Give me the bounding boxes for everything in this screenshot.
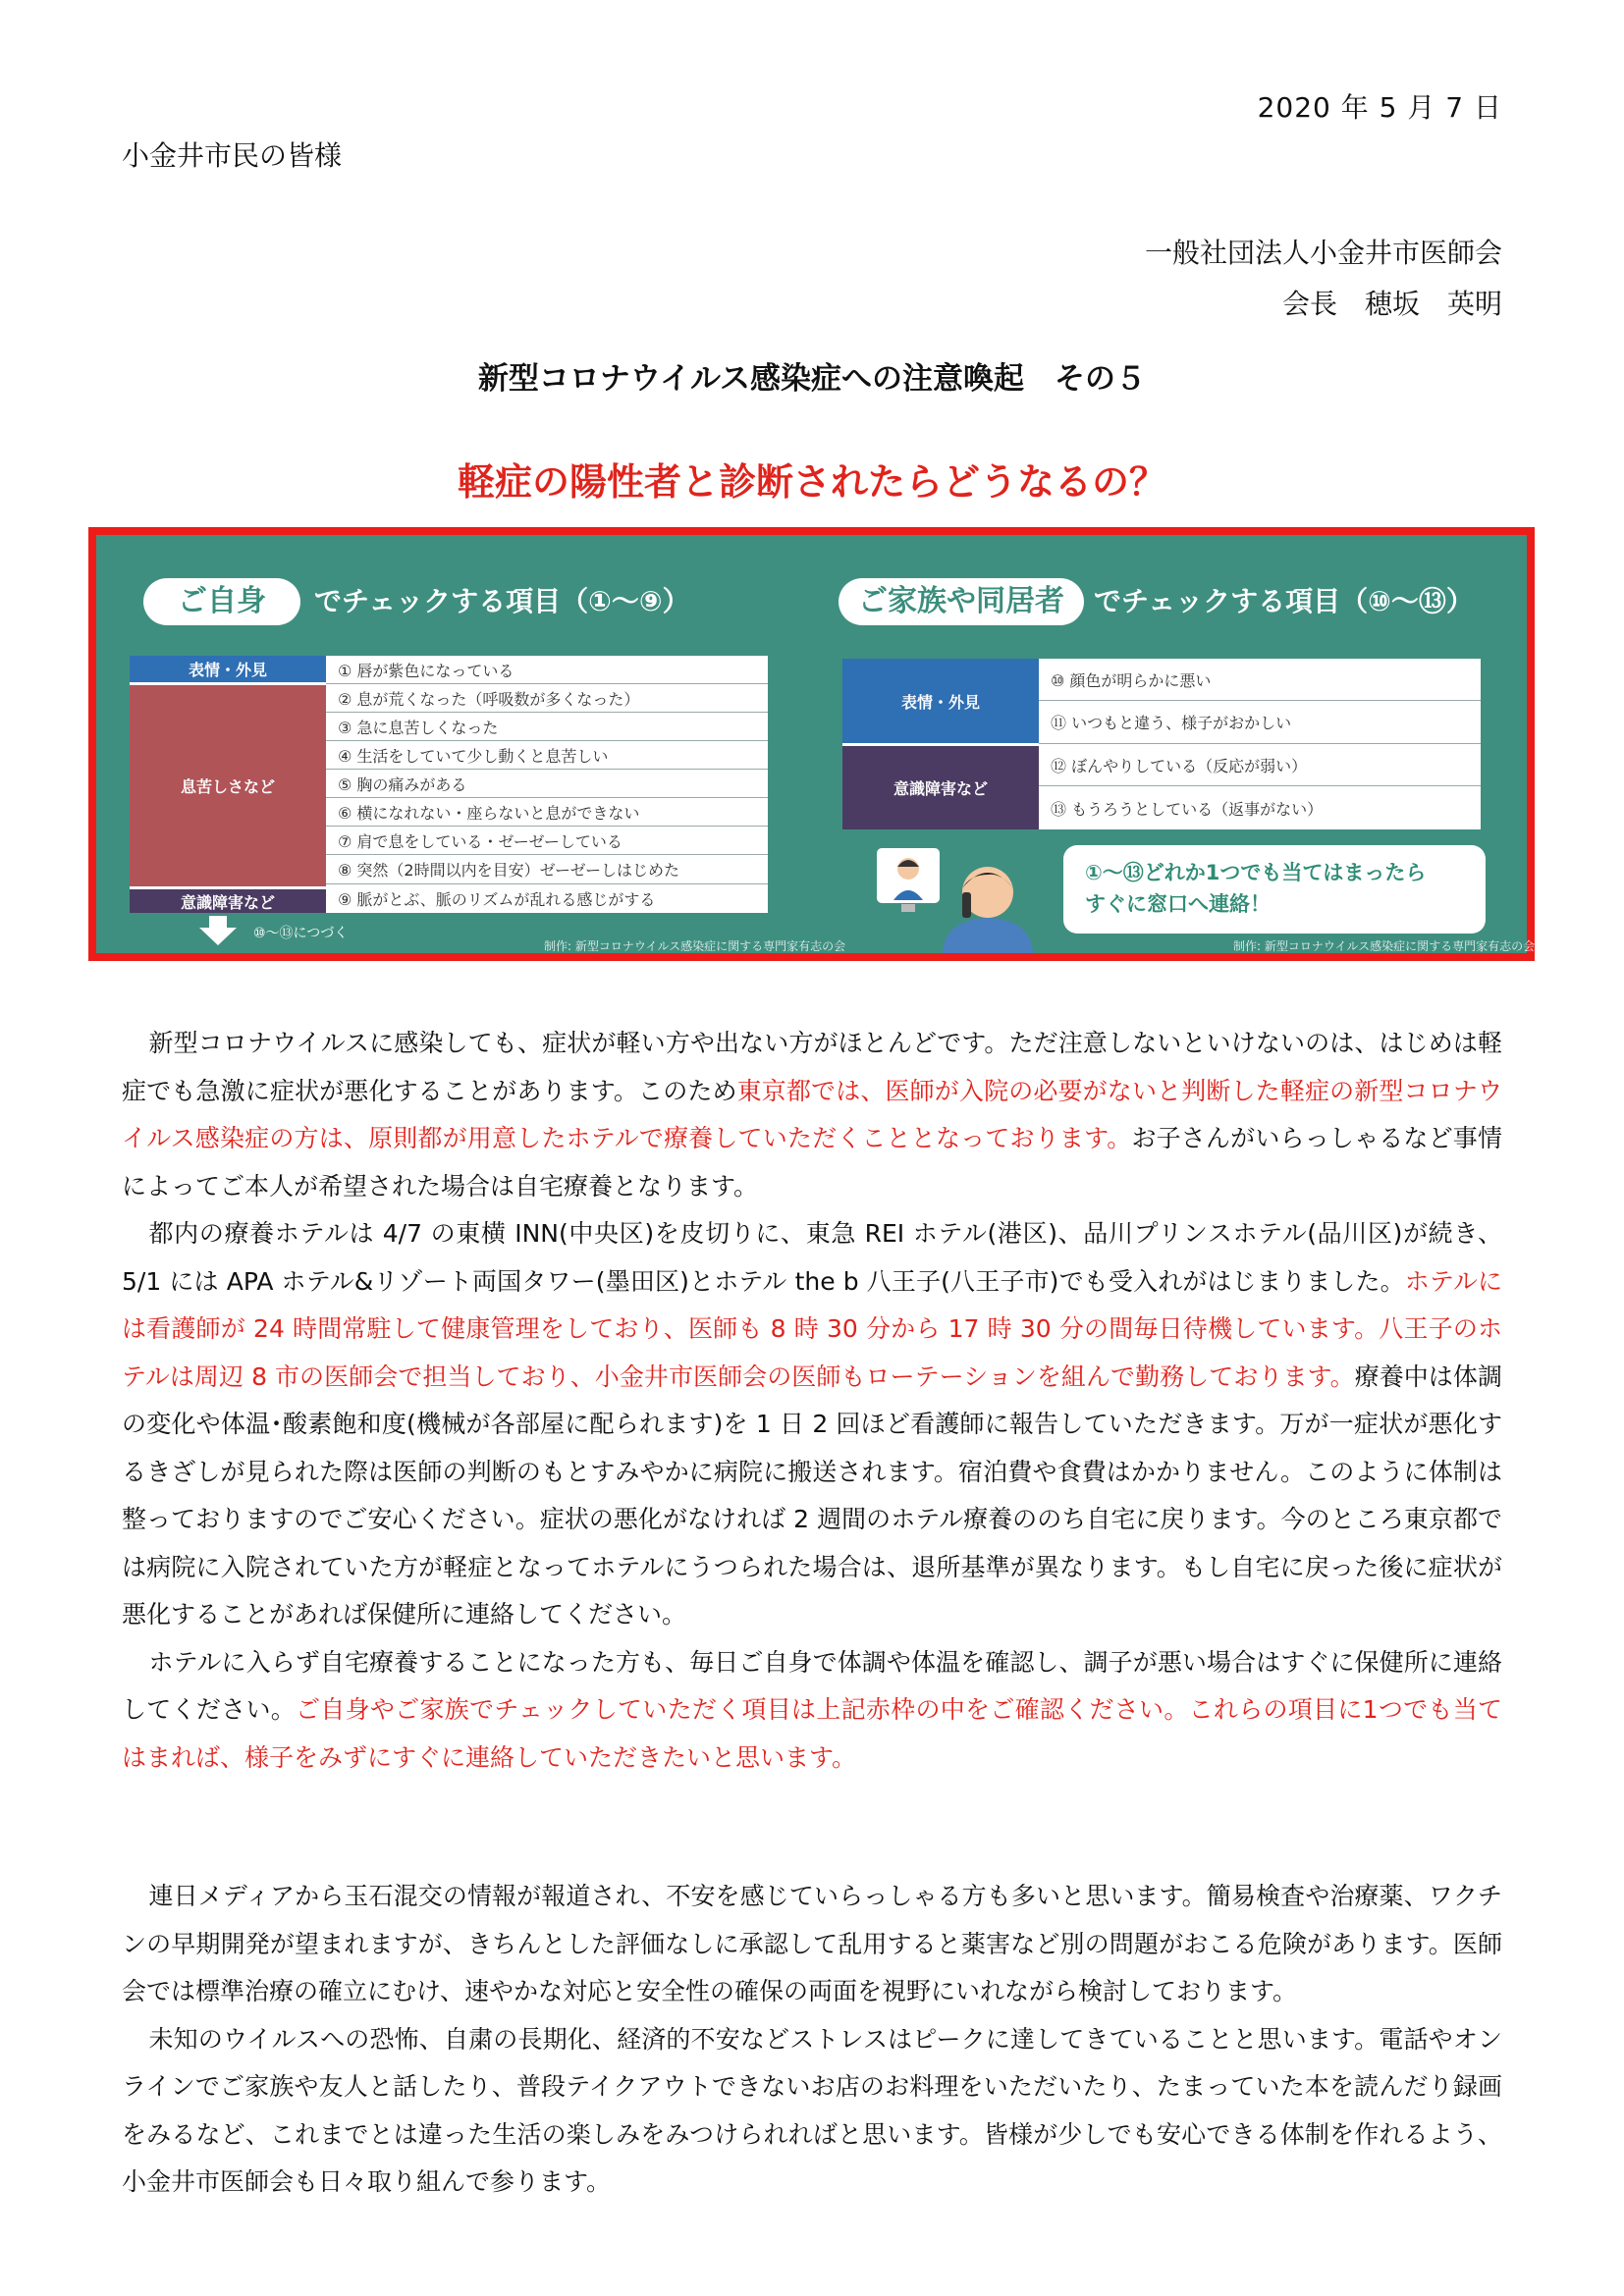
paragraph: 連日メディアから玉石混交の情報が報道され、不安を感じていらっしゃる方も多いと思います。簡易検査や治療薬、ワクチンの早期開発が望まれますが、きちんとした評価なしに承認して乱用すると薬害など別の問題がおこる危険があります。医師会では標準治療の確立にむけ、速やかな対応と安全性の確保の両面を視野にいれながら検討しております。 [122, 1882, 1502, 2005]
self-check-heading: でチェックする項目（①〜⑨） [314, 585, 690, 617]
left-credit: 制作: 新型コロナウイルス感染症に関する専門家有志の会 [544, 939, 846, 953]
paragraph [122, 1020, 1502, 1210]
check-item: ⑤ 胸の痛みがある [326, 770, 768, 798]
family-check-pill: ご家族や同居者 [839, 578, 1084, 625]
check-item: ⑧ 突然（2時間以内を目安）ゼーゼーしはじめた [326, 855, 768, 884]
check-item: ⑥ 横になれない・座らないと息ができない [326, 798, 768, 827]
callout-line1: ①〜⑬どれか1つでも当てはまったら [1085, 861, 1427, 884]
check-item: ① 唇が紫色になっている [326, 656, 768, 684]
family-check-heading: でチェックする項目（⑩〜⑬） [1094, 585, 1474, 617]
check-item: ⑬ もうろうとしている（返事がない） [1051, 799, 1324, 819]
document-title: 新型コロナウイルス感染症への注意喚起 その５ [477, 361, 1147, 397]
category-breathing: 息苦しさなど [130, 685, 326, 886]
continue-note: ⑩〜⑬につづく [253, 926, 349, 941]
text: 新型コロナウイルスに感染しても、症状が軽い方や出ない方がほとんどです。ただ注意しないといけないのは、はじめは軽症でも急激に症状が悪化することがあります。このため [122, 1029, 1502, 1105]
check-item: ⑪ いつもと違う、様子がおかしい [1039, 701, 1481, 744]
paragraph [122, 1639, 1502, 1783]
highlight-text: ホテルには看護師が 24 時間常駐して健康管理をしており、医師も 8 時 30 分から 17 時 30 分の間毎日待機しています。八王子のホテルは周辺 8 市の医師会で担当しており、小金井市医師会の医師もローテーションを組んで勤務しております。 [122, 1266, 1502, 1391]
addressee: 小金井市民の皆様 [122, 139, 343, 172]
self-check-table [130, 656, 768, 913]
text: ホテルに入らず自宅療養することになった方も、毎日ご自身で体調や体温を確認し、調子が悪い場合はすぐに保健所に連絡してください。 [122, 1647, 1502, 1724]
paragraph [122, 1210, 1502, 1639]
checklist-infographic [88, 527, 1535, 961]
check-item: ② 息が荒くなった（呼吸数が多くなった） [326, 684, 768, 713]
president-name: 会長 穂坂 英明 [1281, 288, 1502, 320]
down-arrow-icon [199, 916, 237, 945]
check-item: ⑫ ぼんやりしている（反応が弱い） [1039, 744, 1481, 786]
check-item: ④ 生活をしていて少し動くと息苦しい [326, 741, 768, 770]
phone-call-illustration [872, 839, 1058, 953]
check-item: ⑩ 顔色が明らかに悪い [1039, 659, 1481, 701]
category-consciousness: 意識障害など [842, 746, 1039, 829]
family-check-table [842, 659, 1481, 829]
check-item: ⑨ 脈がとぶ、脈のリズムが乱れる感じがする [338, 890, 656, 909]
category-consciousness: 意識障害など [130, 889, 326, 913]
contact-callout [1063, 845, 1486, 934]
organization-name: 一般社団法人小金井市医師会 [1144, 237, 1502, 269]
body-section-2 [122, 1873, 1502, 2207]
text: お子さんがいらっしゃるなど事情によってご本人が希望された場合は自宅療養となります。 [122, 1124, 1502, 1201]
document-date: 2020 年 5 月 7 日 [1257, 91, 1502, 124]
self-check-pill: ご自身 [143, 578, 300, 625]
check-item: ⑦ 肩で息をしている・ゼーゼーしている [326, 827, 768, 855]
paragraph: 未知のウイルスへの恐怖、自粛の長期化、経済的不安などストレスはピークに達してきていることと思います。電話やオンラインでご家族や友人と話したり、普段テイクアウトできないお店のお料理をいただいたり、たまっていた本を読んだり録画をみるなど、これまでとは違った生活の楽しみをみつけられればと思います。皆様が少しでも安心できる体制を作れるよう、小金井市医師会も日々取り組んで参ります。 [122, 2024, 1502, 2196]
right-credit: 制作: 新型コロナウイルス感染症に関する専門家有志の会 [1233, 939, 1536, 953]
check-item: ③ 急に息苦しくなった [326, 713, 768, 741]
callout-line2: すぐに窓口へ連絡！ [1085, 892, 1271, 916]
text: 療養中は体調の変化や体温･酸素飽和度(機械が各部屋に配られます)を 1 日 2 回ほど看護師に報告していただきます。万が一症状が悪化するきざしが見られた際は医師の判断のもとすみやかに病院に搬送されます。宿泊費や食費はかかりません。このように体制は整っておりますのでご安心ください。症状の悪化がなければ 2 週間のホテル療養ののち自宅に戻ります。今のところ東京都では病院に入院されていた方が軽症となってホテルにうつられた場合は、退所基準が異なります。もし自宅に戻った後に症状が悪化することがあれば保健所に連絡してください。 [122, 1362, 1502, 1629]
category-expression: 表情・外見 [130, 656, 326, 682]
highlight-text: ご自身やご家族でチェックしていただく項目は上記赤枠の中をご確認ください。これらの項目に1つでも当てはまれば、様子をみずにすぐに連絡していただきたいと思います。 [122, 1695, 1502, 1772]
highlight-text: 東京都では、医師が入院の必要がないと判断した軽症の新型コロナウイルス感染症の方は、原則都が用意したホテルで療養していただくこととなっております。 [122, 1076, 1502, 1152]
headline: 軽症の陽性者と診断されたらどうなるの？ [457, 460, 1166, 504]
body-section-1 [122, 1020, 1502, 1782]
category-expression: 表情・外見 [842, 659, 1039, 743]
text: 都内の療養ホテルは 4/7 の東横 INN(中央区)を皮切りに、東急 REI ホテル(港区)、品川プリンスホテル(品川区)が続き、5/1 には APA ホテル&リゾート両国タワー(墨田区)とホテル the b 八王子(八王子市)でも受入れがはじまりました。 [122, 1219, 1502, 1296]
